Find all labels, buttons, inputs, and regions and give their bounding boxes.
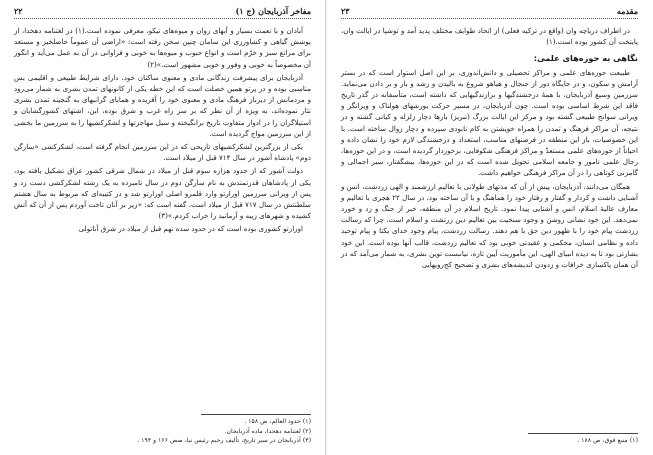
- right-header-title: مقدمه: [616, 6, 638, 16]
- left-paragraph: اورارتو کشوری بوده است که در حدود سده نهم قبل از میلاد در شرق آناتولی: [78, 224, 303, 234]
- left-paragraph: آبادان و با نعمت بسیار و آبهای روان و میوه‌های نیکو، معرفی نموده است.(۱) در لغتنامه دهخدا، از پوشش گیاهی و کشاورزی این سامان چنین سخن رفته است: «اراضی آن عموماً حاصلخیز و مستعد برای مراتع سبز و خرّم است و انواع حبوب و میوه‌ها به خوبی و فراوانی در آن به عمل می‌آید و انگور آن مخصوصاً به خوبی و وفور و خوبی مشهور است.»(۲): [14, 26, 311, 69]
- right-body-text: [341, 25, 638, 270]
- footnote: (۳) آذربایجان در سیر تاریخ، تألیف رحیم رئیس نیا، صص ۱۶۶ و ۱۹۴ .: [137, 436, 311, 444]
- footnote: (۱) حدود العالم، ص ۱۵۸ .: [244, 418, 311, 426]
- left-paragraph: دولت آشور که از حدود هزاره سوم قبل از میلاد در شمال شرقی کشور عراق تشکیل یافته بود، یکی از پادشاهان قدرتمندش به نام سارگن دوم در سال نامبرده به یک رشته لشکرکشی دست زد و پس از ویرانی سرزمین اورارتو وارد قلمرو اصلی اورارتو شد و در کتیبه‌ای که مربوط به سال هشتم سلطنتش در سال ۷۱۷ قبل از میلاد است، گفته است که: «زیر بر آنان تاخت آوردم پس از آن که آتش کشیده و شهرهای زیبه و آرمانید را خراب کردم.»(۳): [14, 166, 312, 221]
- left-footnotes: [14, 414, 311, 445]
- section-heading: نگاهی به حوزه‌های علمی:: [533, 53, 638, 64]
- right-paragraph: طبیعت حوزه‌های علمی و مراکز تحصیلی و دانش‌اندوزی، بر این اصل استوار است که در بستر آرامش و سکون، و در جایگاه دور از جنجال و هیاهو شروع به بالیدن و رشد و بار و بر دادن می‌نماید. سرزمین وسیع آذربایجان، با همهٔ درخشندگیها و برازندگیهایی که داشته است، متأسفانه در گذر تاریخ فاقد این شرط اساسی بوده است. چون آذربایجان، در مسیر حرکت یورشهای هولناک و ویرانگر و ویرانی سوانح طبیعی گشته بود و مرکز این ایالت بزرگ (تبریز) بارها دچار زلزله و کیانی گشته و در نتیجه، آن مراکز فرهنگ و تمدن را همراه خویشتن به کام نابودی سپرده و دچار زوال ساخته است. با این خصوصیات، باز این منطقه در فرصتهای مناسب، استعداد و درخشندگی لازم خود را نشان داده و احیاناً از حوزه‌های علمی مستعدّ و مراکز فرهنگی شکوفایی، برخوردار گردیده است، و در این حوزه‌ها، رجال علمی نامور و جامعه اسلامی تحویل شده است که در این حوزه‌ها، بیشگفتار، سیر اجمالی و گامزنی کوتاهی را در آن مراکز فرهنگی خواهیم داشت.: [341, 67, 638, 178]
- right-page-number: ۲۳: [341, 6, 350, 16]
- footnote-rule: [201, 414, 311, 415]
- right-running-header: [341, 6, 638, 19]
- footnote: (۱) منبع فوق، ص ۱۸۸ .: [577, 436, 638, 444]
- left-paragraph: آذربایجان برای پیشرفت زندگانی مادی و معنوی ساکنان خود، دارای شرایط طبیعی و اقلیمی بس مناسبی بوده و در پرتو همین خصلت است که این خطه یکی از کانونهای تمدن بشری به شمار می‌رود و مردمانش از دیرباز فرهنگ مادی و معنوی خود را آفریده و همایای گرانبهای به گنجینه تمدن بشری نثار نموده‌اند، به ویژه از آن نظر که بر سر راه غرب و شرق بوده، این، اشتهای کشورگشایان و استیلاگران را در ادوار متفاوت تاریخ برانگیخته و سیل مهاجرتها و لشکرکشیها را به سرزمین ما بخشی از این سرزمین مواج گردیده است.: [14, 72, 311, 138]
- footnote-rule: [528, 433, 638, 434]
- footnote: (۲) لغتنامه دهخدا، ماده آذربایجان.: [224, 427, 311, 435]
- left-running-header: [14, 6, 311, 19]
- left-body-text: [14, 25, 311, 235]
- right-page: [326, 0, 652, 455]
- right-footnotes: [341, 433, 638, 445]
- left-header-title: مفاخر آذربایجان (ج ۱): [235, 6, 311, 16]
- left-page: [0, 0, 326, 455]
- right-intro-paragraph: در اطراف دریاچه وان (واقع در ترکیه فعلی) از اتحاد طوایف مختلف پدید آمد و توشپا در ایالت وان، پایتخت آن کشور بوده است.(۱): [341, 26, 638, 47]
- left-page-number: ۲۲: [14, 6, 23, 16]
- right-paragraph: همگان می‌دانند، آذربایجان، پیش از آن که مذتهای طولانی با تعالیم ارزشمند و الهی زردشت، انس و آشنایی داشت و کردار و گفتار و رفتار خود را هماهنگ و با آن ساخته بود، در سال ۲۲ هجری با تعالیم و معارف عالیهٔ اسلام، انس و آشنایی پیدا نمود. تاریخ اسلام در آن منطقه، خبر از جنگ و زد و خورد نمی‌دهد. این خود نشانی روشن و وجود سنخیت بین تعالیم دین زرتشت و اسلام است. چرا که رسالت زردشت پیام خود را با ظهور دین حق با هم دهند. رسالت زردشت، پیام وجود خدای یکتا و پیام توحید داده و نظامی انسان، محکمی و عقیدتی خوبی بود که تعالیم زردشت، قالب آنها بوده است. این خود بشارتی بود تا به دیده انبیای الهی، این مأموریت آیین تازه، نیانبست توین بشری، به شمار می‌آمد که در آن همان پاکسازی خرافات و زدودن اندیشه‌های بشری و تصحیح کج‌رویهایی: [341, 181, 638, 270]
- left-paragraph: یکی از بزرگترین لشکرکشیهای تاریخی که در این سرزمین انجام گرفته است، لشکرکشی «سارگن دوم» پادشاه آشور در سال ۷۱۴ قبل از میلاد است.: [14, 142, 311, 163]
